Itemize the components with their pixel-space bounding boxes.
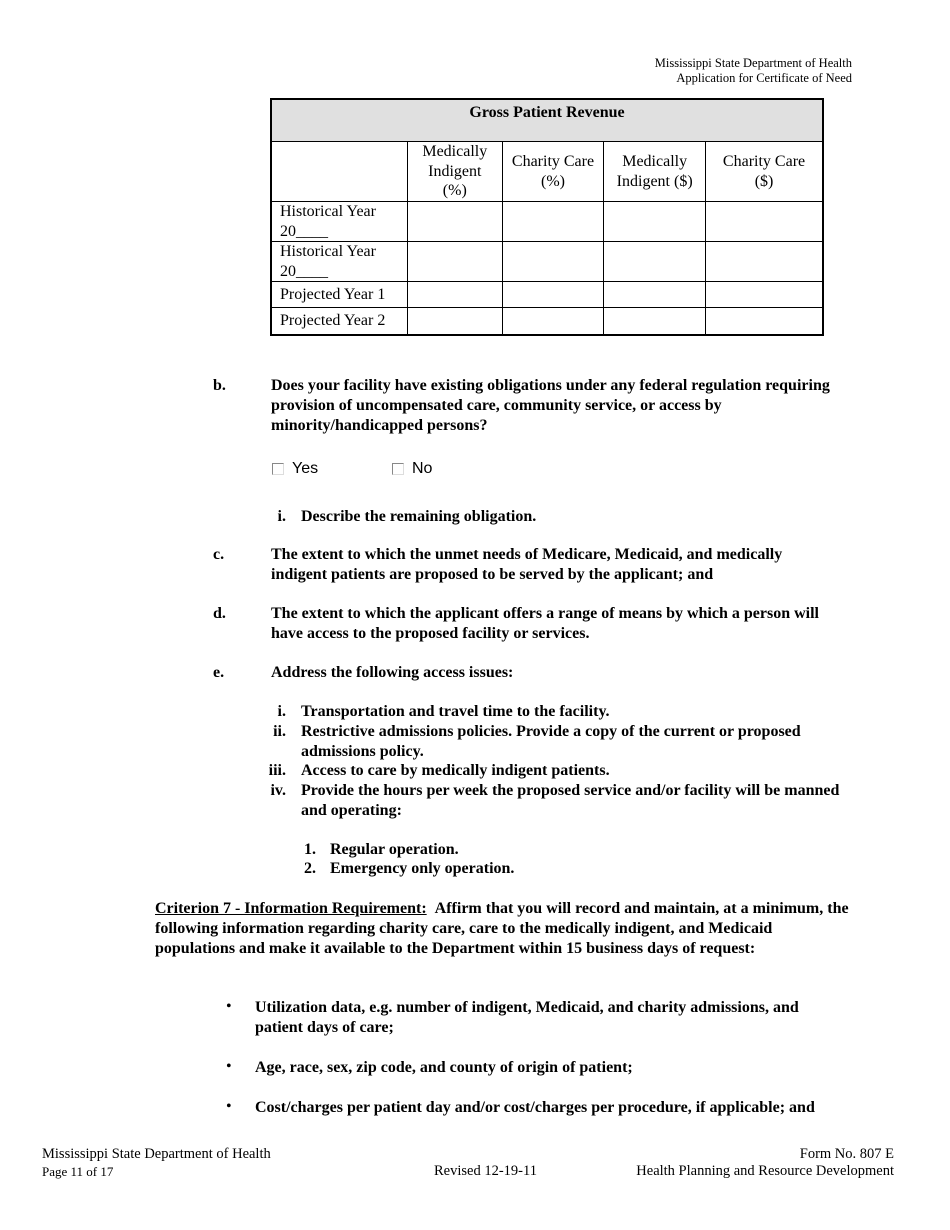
- bullet-item: Cost/charges per patient day and/or cost/charges per procedure, if applicable; and: [255, 1099, 815, 1116]
- row-header: Projected Year 2: [271, 308, 407, 335]
- item-b-question: Does your facility have existing obligations under any federal regulation requiring provision of uncompensated care, community service, or access by minority/handicapped persons?: [271, 377, 830, 434]
- yes-checkbox[interactable]: [272, 463, 284, 475]
- column-header: Medically Indigent (%): [407, 142, 502, 202]
- row-header: Historical Year 20____: [271, 202, 407, 242]
- gross-patient-revenue-table: [270, 98, 824, 336]
- table-cell[interactable]: [706, 242, 823, 282]
- item-b-sub-number: i.: [277, 508, 286, 525]
- item-e-sub-text: Restrictive admissions policies. Provide a copy of the current or proposed admissions policy.: [301, 723, 801, 760]
- item-e-sub-number: ii.: [273, 723, 286, 740]
- footer-form-number: Form No. 807 E: [799, 1146, 894, 1162]
- item-e-letter: e.: [213, 664, 225, 681]
- item-c-text: The extent to which the unmet needs of Medicare, Medicaid, and medically indigent patients are proposed to be served by the applicant; and: [271, 546, 783, 583]
- table-row: [271, 202, 823, 242]
- yes-label: Yes: [292, 460, 319, 477]
- column-header: Charity Care ($): [706, 142, 823, 202]
- table-title: Gross Patient Revenue: [271, 99, 823, 142]
- table-cell[interactable]: [604, 202, 706, 242]
- item-e-sub-number: iii.: [268, 762, 286, 779]
- table-cell[interactable]: [502, 242, 604, 282]
- item-d-text: The extent to which the applicant offers a range of means by which a person will have access to the proposed facility or services.: [271, 605, 819, 642]
- table-cell[interactable]: [604, 308, 706, 335]
- footer-revised-date: Revised 12-19-11: [434, 1163, 537, 1179]
- item-b-letter: b.: [213, 377, 226, 394]
- table-cell[interactable]: [407, 242, 502, 282]
- bullet-icon: •: [226, 1098, 232, 1115]
- header-department: Mississippi State Department of Health: [654, 56, 852, 70]
- item-e-sub-text: Access to care by medically indigent patients.: [301, 762, 610, 779]
- item-c-letter: c.: [213, 546, 225, 563]
- operation-number: 1.: [304, 841, 316, 858]
- table-cell[interactable]: [706, 282, 823, 308]
- footer-department: Mississippi State Department of Health: [42, 1146, 271, 1162]
- table-cell[interactable]: [706, 202, 823, 242]
- item-d-letter: d.: [213, 605, 226, 622]
- item-b-sub-text: Describe the remaining obligation.: [301, 508, 537, 525]
- criterion-7-paragraph: [155, 899, 855, 959]
- no-label: No: [412, 460, 433, 477]
- table-cell[interactable]: [407, 282, 502, 308]
- item-e-sub-text: Provide the hours per week the proposed service and/or facility will be manned and operating:: [301, 782, 840, 819]
- criterion-7-text: Affirm that you will record and maintain, at a minimum, the following information regarding charity care, care to the medically indigent, and Medicaid populations and make it available to the Department within 15 business days of request:: [155, 900, 849, 957]
- operation-number: 2.: [304, 860, 316, 877]
- operation-text: Regular operation.: [330, 841, 459, 858]
- table-cell[interactable]: [706, 308, 823, 335]
- table-cell[interactable]: [502, 202, 604, 242]
- bullet-item: Age, race, sex, zip code, and county of origin of patient;: [255, 1059, 633, 1076]
- operation-text: Emergency only operation.: [330, 860, 515, 877]
- table-cell[interactable]: [604, 282, 706, 308]
- item-e-sub-number: iv.: [270, 782, 286, 799]
- bullet-icon: •: [226, 1058, 232, 1075]
- criterion-7-heading: Criterion 7 - Information Requirement:: [155, 900, 427, 917]
- table-row: [271, 282, 823, 308]
- column-header: Charity Care (%): [502, 142, 604, 202]
- page-header: [655, 56, 852, 86]
- no-checkbox[interactable]: [392, 463, 404, 475]
- table-row: [271, 308, 823, 335]
- column-header: Medically Indigent ($): [604, 142, 706, 202]
- item-e-sub-text: Transportation and travel time to the facility.: [301, 703, 610, 720]
- row-header: Projected Year 1: [271, 282, 407, 308]
- table-cell[interactable]: [502, 308, 604, 335]
- row-header: Historical Year 20____: [271, 242, 407, 282]
- table-cell[interactable]: [407, 202, 502, 242]
- table-row: [271, 242, 823, 282]
- table-corner-cell: [271, 142, 407, 202]
- table-cell[interactable]: [502, 282, 604, 308]
- header-form-title: Application for Certificate of Need: [676, 71, 852, 85]
- bullet-item: Utilization data, e.g. number of indigent, Medicaid, and charity admissions, and patient days of care;: [255, 999, 799, 1036]
- item-e-sub-number: i.: [277, 703, 286, 720]
- footer-page-number: Page 11 of 17: [42, 1164, 114, 1179]
- table-cell[interactable]: [407, 308, 502, 335]
- bullet-icon: •: [226, 998, 232, 1015]
- table-cell[interactable]: [604, 242, 706, 282]
- footer-division: Health Planning and Resource Development: [636, 1163, 894, 1179]
- item-e-text: Address the following access issues:: [271, 664, 514, 681]
